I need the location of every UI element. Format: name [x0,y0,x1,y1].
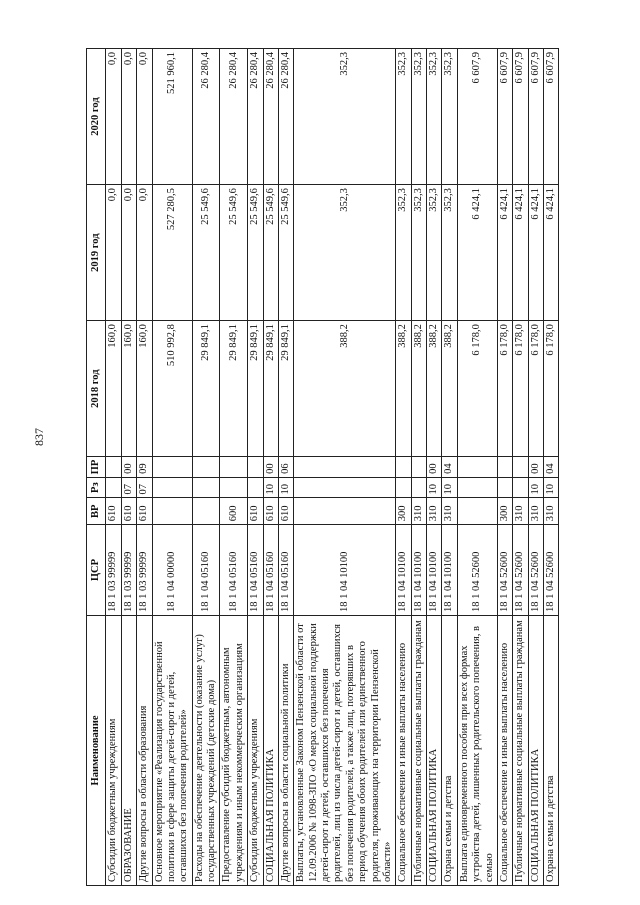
cell-csr: 18 1 04 52600 [497,525,512,616]
cell-2018: 6 178,0 [457,321,497,457]
cell-vr: 300 [497,498,512,525]
table-row [294,49,396,886]
cell-2019: 25 549,6 [220,185,248,321]
cell-rz: 10 [528,477,543,498]
cell-2020: 26 280,4 [192,49,220,185]
cell-2018: 388,2 [396,321,411,457]
cell-2019: 25 549,6 [248,185,263,321]
cell-csr: 18 1 03 99999 [106,525,121,616]
cell-pr [152,457,192,478]
cell-name: Субсидии бюджетным учреждениям [248,615,263,885]
cell-csr: 18 1 04 00000 [152,525,192,616]
cell-2018: 160,0 [106,321,121,457]
cell-vr: 310 [442,498,457,525]
cell-2018: 388,2 [294,321,396,457]
table-row [442,49,457,886]
cell-vr: 610 [137,498,152,525]
table-row [544,49,559,886]
cell-csr: 18 1 04 52600 [513,525,528,616]
cell-csr: 18 1 04 10100 [396,525,411,616]
cell-pr [411,457,426,478]
cell-2020: 6 607,9 [528,49,543,185]
table-row [137,49,152,886]
cell-csr: 18 1 04 52600 [457,525,497,616]
cell-2020: 26 280,4 [263,49,278,185]
table-row [121,49,136,886]
cell-csr: 18 1 04 10100 [427,525,442,616]
cell-vr: 600 [220,498,248,525]
header-pr: ПР [87,457,106,478]
cell-vr: 310 [411,498,426,525]
cell-rz [220,477,248,498]
cell-name: Публичные нормативные социальные выплаты гражданам [411,615,426,885]
cell-rz [497,477,512,498]
table-row [106,49,121,886]
cell-2019: 6 424,1 [528,185,543,321]
cell-2018: 388,2 [427,321,442,457]
cell-2018: 6 178,0 [497,321,512,457]
budget-table [86,48,559,886]
table-row [528,49,543,886]
cell-name: СОЦИАЛЬНАЯ ПОЛИТИКА [427,615,442,885]
cell-2019: 6 424,1 [497,185,512,321]
header-rz: Рз [87,477,106,498]
cell-2018: 6 178,0 [528,321,543,457]
cell-2018: 29 849,1 [263,321,278,457]
cell-csr: 18 1 04 05160 [263,525,278,616]
cell-csr: 18 1 04 10100 [294,525,396,616]
cell-name: Субсидии бюджетным учреждениям [106,615,121,885]
cell-vr: 610 [106,498,121,525]
cell-2020: 352,3 [442,49,457,185]
cell-2018: 29 849,1 [248,321,263,457]
table-row [457,49,497,886]
cell-name: Основное мероприятие «Реализация государственной политики в сфере защиты детей-сирот и детей, оставшихся без попечения родителей» [152,615,192,885]
cell-2018: 160,0 [137,321,152,457]
cell-2018: 6 178,0 [513,321,528,457]
cell-name: Другие вопросы в области социальной политики [278,615,293,885]
cell-2018: 510 992,8 [152,321,192,457]
cell-2019: 6 424,1 [457,185,497,321]
cell-rz: 10 [442,477,457,498]
cell-name: Другие вопросы в области образования [137,615,152,885]
cell-2019: 352,3 [396,185,411,321]
cell-2018: 160,0 [121,321,136,457]
cell-2019: 0,0 [137,185,152,321]
table-row [220,49,248,886]
cell-2019: 352,3 [442,185,457,321]
table-row [427,49,442,886]
cell-vr: 610 [248,498,263,525]
cell-pr: 00 [427,457,442,478]
cell-2019: 352,3 [294,185,396,321]
table-row [263,49,278,886]
cell-2018: 388,2 [411,321,426,457]
cell-csr: 18 1 04 05160 [192,525,220,616]
cell-rz: 10 [427,477,442,498]
cell-2019: 6 424,1 [544,185,559,321]
cell-name: Выплата единовременного пособия при всех формах устройства детей, лишенных родительского попечения, в семью [457,615,497,885]
cell-2020: 6 607,9 [457,49,497,185]
cell-rz [396,477,411,498]
table-row [152,49,192,886]
cell-rz [411,477,426,498]
cell-pr [248,457,263,478]
cell-vr: 610 [263,498,278,525]
cell-2020: 26 280,4 [278,49,293,185]
cell-vr [457,498,497,525]
cell-2020: 352,3 [411,49,426,185]
cell-2019: 25 549,6 [263,185,278,321]
cell-rz [106,477,121,498]
cell-pr [497,457,512,478]
cell-csr: 18 1 04 52600 [528,525,543,616]
cell-2020: 0,0 [121,49,136,185]
cell-vr: 310 [528,498,543,525]
cell-rz [513,477,528,498]
table-row [248,49,263,886]
cell-pr: 06 [278,457,293,478]
cell-csr: 18 1 04 10100 [442,525,457,616]
cell-pr [294,457,396,478]
cell-2020: 6 607,9 [497,49,512,185]
cell-rz [248,477,263,498]
cell-2018: 29 849,1 [278,321,293,457]
cell-2020: 352,3 [396,49,411,185]
cell-2020: 26 280,4 [248,49,263,185]
header-vr: ВР [87,498,106,525]
cell-name: Социальное обеспечение и иные выплаты населению [497,615,512,885]
cell-2020: 352,3 [427,49,442,185]
cell-csr: 18 1 04 52600 [544,525,559,616]
cell-name: Расходы на обеспечение деятельности (оказание услуг) государственных учреждений (детские дома) [192,615,220,885]
cell-pr [396,457,411,478]
cell-rz: 07 [137,477,152,498]
cell-rz: 10 [263,477,278,498]
cell-2018: 29 849,1 [220,321,248,457]
cell-name: Охрана семьи и детства [442,615,457,885]
cell-pr: 09 [137,457,152,478]
cell-2020: 521 960,1 [152,49,192,185]
cell-2020: 0,0 [137,49,152,185]
cell-rz [294,477,396,498]
header-name: Наименование [87,615,106,885]
table-row [513,49,528,886]
cell-vr: 610 [278,498,293,525]
cell-2019: 352,3 [411,185,426,321]
cell-2020: 0,0 [106,49,121,185]
header-2018: 2018 год [87,321,106,457]
cell-2019: 0,0 [121,185,136,321]
cell-2019: 527 280,5 [152,185,192,321]
cell-rz [152,477,192,498]
header-csr: ЦСР [87,525,106,616]
table-row [411,49,426,886]
cell-name: ОБРАЗОВАНИЕ [121,615,136,885]
cell-2020: 6 607,9 [544,49,559,185]
cell-2019: 0,0 [106,185,121,321]
cell-pr [106,457,121,478]
cell-pr [220,457,248,478]
cell-2020: 352,3 [294,49,396,185]
cell-csr: 18 1 04 05160 [248,525,263,616]
cell-pr: 00 [121,457,136,478]
cell-2020: 6 607,9 [513,49,528,185]
header-2020: 2020 год [87,49,106,185]
cell-csr: 18 1 03 99999 [137,525,152,616]
cell-name: СОЦИАЛЬНАЯ ПОЛИТИКА [263,615,278,885]
cell-2018: 388,2 [442,321,457,457]
cell-2020: 26 280,4 [220,49,248,185]
cell-rz: 10 [544,477,559,498]
cell-rz [457,477,497,498]
cell-name: Публичные нормативные социальные выплаты гражданам [513,615,528,885]
cell-name: СОЦИАЛЬНАЯ ПОЛИТИКА [528,615,543,885]
cell-vr: 310 [513,498,528,525]
cell-2019: 352,3 [427,185,442,321]
cell-csr: 18 1 04 05160 [220,525,248,616]
cell-csr: 18 1 03 99999 [121,525,136,616]
cell-name: Охрана семьи и детства [544,615,559,885]
cell-vr [152,498,192,525]
cell-2018: 6 178,0 [544,321,559,457]
cell-2019: 6 424,1 [513,185,528,321]
cell-vr: 310 [427,498,442,525]
cell-pr: 00 [528,457,543,478]
page-number: 837 [32,428,46,446]
cell-vr [294,498,396,525]
cell-name: Социальное обеспечение и иные выплаты населению [396,615,411,885]
cell-pr: 04 [544,457,559,478]
table-header-row [87,49,106,886]
cell-csr: 18 1 04 10100 [411,525,426,616]
cell-2019: 25 549,6 [192,185,220,321]
cell-csr: 18 1 04 05160 [278,525,293,616]
rotated-page-content [86,48,616,886]
cell-pr [457,457,497,478]
cell-pr: 04 [442,457,457,478]
cell-vr: 300 [396,498,411,525]
cell-name: Предоставление субсидий бюджетным, автономным учреждениям и иным некоммерческим организациям [220,615,248,885]
cell-pr [192,457,220,478]
header-2019: 2019 год [87,185,106,321]
table-body [106,49,559,886]
cell-pr: 00 [263,457,278,478]
cell-2018: 29 849,1 [192,321,220,457]
cell-vr [192,498,220,525]
table-row [497,49,512,886]
cell-rz: 07 [121,477,136,498]
table-row [278,49,293,886]
cell-pr [513,457,528,478]
cell-2019: 25 549,6 [278,185,293,321]
table-row [396,49,411,886]
cell-vr: 610 [121,498,136,525]
cell-name: Выплаты, установленные Законом Пензенской области от 12.09.2006 № 1098-ЗПО «О мерах социальной поддержки детей-сирот и детей, оставшихся без попечения родителей, лиц из числа детей-сирот и детей, оставшихся без попечения родителей, а также лиц, потерявших в период обучения обоих родителей или единственного родителя, проживающих на территории Пензенской области» [294,615,396,885]
cell-vr: 310 [544,498,559,525]
table-row [192,49,220,886]
cell-rz: 10 [278,477,293,498]
cell-rz [192,477,220,498]
